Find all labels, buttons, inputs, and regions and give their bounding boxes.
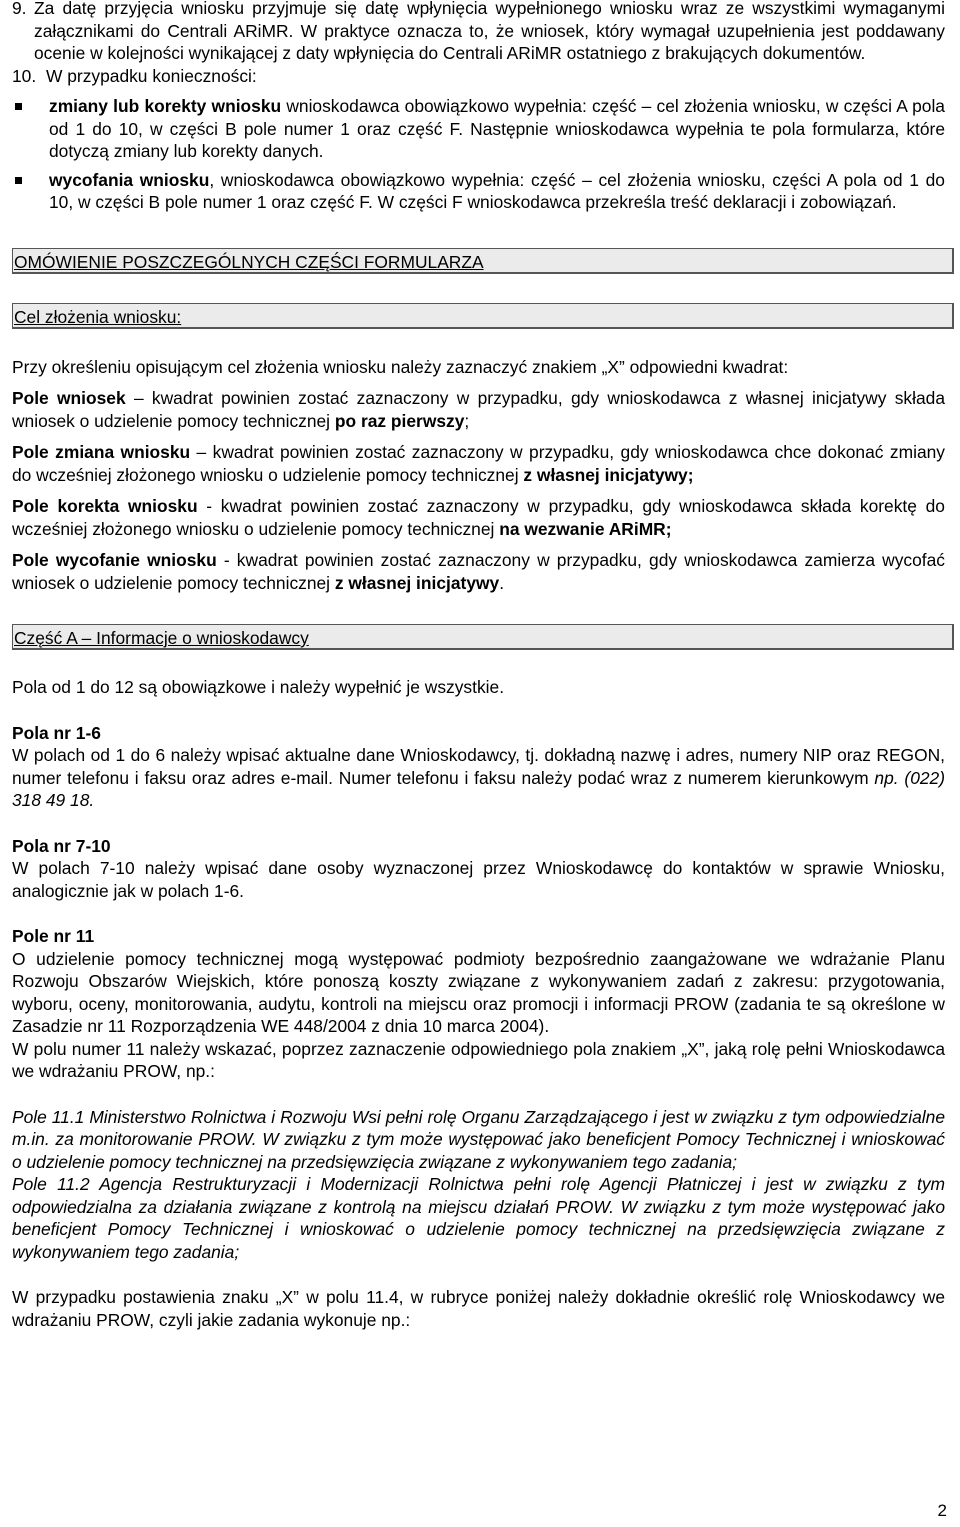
heading-fields-1-6: Pola nr 1-6 — [12, 722, 101, 743]
document-page — [12, 0, 945, 1331]
section-heading-part-a: Część A – Informacje o wnioskodawcy — [12, 624, 954, 650]
purpose-lead: Przy określeniu opisującym cel złożenia wniosku należy zaznaczyć znakiem „X” odpowiedni kwadrat: — [12, 356, 789, 377]
purpose-wycofanie: Pole wycofanie wniosku - kwadrat powinien zostać zaznaczony w przypadku, gdy wnioskodawca zamierza wycofać wniosek o udzielenie pomocy technicznej z własnej inicjatywy. — [12, 550, 945, 593]
list-item-9 — [12, 0, 945, 65]
field-11-text-1: O udzielenie pomocy technicznej mogą występować podmioty bezpośrednio zaangażowane we wdrażanie Planu Rozwoju Obszarów Wiejskich, które ponoszą koszty związane z wykonywaniem zadań z zakresu: przygotowania, wyboru, oceny, monitorowania, audytu, kontroli na miejscu oraz promocji i informacji PROW (zadania te są określone w Zasadzie nr 11 Rozporządzenia WE 448/2004 z dnia 10 marca 2004). — [12, 948, 945, 1036]
square-bullet-icon — [12, 95, 49, 163]
purpose-zmiana: Pole zmiana wniosku – kwadrat powinien zostać zaznaczony w przypadku, gdy wnioskodawca chce dokonać zmiany do wcześniej złożonego wniosku o udzielenie pomocy technicznej z własnej inicjatywy; — [12, 442, 945, 485]
heading-field-11: Pole nr 11 — [12, 926, 95, 946]
list-text: Za datę przyjęcia wniosku przyjmuje się datę wpłynięcia wypełnionego wniosku wraz ze wszystkimi wymaganymi załącznikami do Centrali ARiMR. W praktyce oznacza to, że wniosek, który wymagał uzupełnienia jest poddawany ocenie w kolejności wynikającej z daty wpłynięcia do Centrali ARiMR ostatniego z brakujących dokumentów. — [34, 0, 945, 63]
bullet-bold: wycofania wniosku — [49, 169, 210, 190]
heading-fields-7-10: Pola nr 7-10 — [12, 835, 111, 856]
section-heading-overview: OMÓWIENIE POSZCZEGÓLNYCH CZĘŚCI FORMULARZA — [12, 248, 954, 274]
field-11-example-1: Pole 11.1 Ministerstwo Rolnictwa i Rozwoju Wsi pełni rolę Organu Zarządzającego i jest w związku z tym odpowiedzialne m.in. za monitorowanie PROW. W związku z tym może występować jako beneficjent Pomocy Technicznej i wnioskować o udzielenie pomocy technicznej na przedsięwzięcia związane z wykonywaniem tego zadania; — [12, 1106, 945, 1172]
list-text: W przypadku konieczności: — [46, 65, 257, 86]
fields-7-10-text: W polach 7-10 należy wpisać dane osoby wyznaczonej przez Wnioskodawcę do kontaktów w sprawie Wniosku, analogicznie jak w polach 1-6. — [12, 858, 945, 901]
fields-1-6-text: W polach od 1 do 6 należy wpisać aktualne dane Wnioskodawcy, tj. dokładną nazwę i adres, numery NIP oraz REGON, numer telefonu i faksu oraz adres e-mail. Numer telefonu i faksu należy podać wraz z numerem kierunkowym np. (022) 318 49 18. — [12, 745, 946, 810]
bullet-text: , wnioskodawca obowiązkowo wypełnia: część – cel złożenia wniosku, części A pola od 1 do 10, w części B pole numer 1 oraz część F. W części F wnioskodawca przekreśla treść deklaracji i zobowiązań. — [49, 169, 945, 212]
field-11-example-2: Pole 11.2 Agencja Restrukturyzacji i Modernizacji Rolnictwa pełni rolę Agencji Płatniczej i jest w związku z tym odpowiedzialna za działania związane z kontrolą na miejscu działań PROW. W związku z tym może występować jako beneficjent Pomocy Technicznej i wnioskować o udzielenie pomocy technicznej na przedsięwzięcia związane z wykonywaniem tego zadania; — [12, 1174, 945, 1262]
bullet-item-change — [12, 95, 945, 163]
bullet-text: wnioskodawca obowiązkowo wypełnia: część – cel złożenia wniosku, w części A pola od 1 do 10, w części B pole numer 1 oraz część F. Następnie wnioskodawca wypełnia te pola formularza, które dotyczą zmiany lub korekty danych. — [49, 96, 945, 161]
bullet-item-withdraw — [12, 169, 945, 214]
square-bullet-icon — [12, 169, 49, 214]
page-number: 2 — [937, 1501, 947, 1520]
purpose-wniosek: Pole wniosek – kwadrat powinien zostać zaznaczony w przypadku, gdy wnioskodawca z własnej inicjatywy składa wniosek o udzielenie pomocy technicznej po raz pierwszy; — [12, 388, 945, 431]
list-item-10 — [12, 65, 945, 88]
field-11-closing: W przypadku postawienia znaku „X” w polu 11.4, w rubryce poniżej należy dokładnie określić rolę Wnioskodawcy we wdrażaniu PROW, czyli jakie zadania wykonuje np.: — [12, 1287, 945, 1330]
section-heading-purpose: Cel złożenia wniosku: — [12, 303, 954, 329]
list-number: 10. — [12, 65, 37, 86]
field-11-text-2: W polu numer 11 należy wskazać, poprzez zaznaczenie odpowiedniego pola znakiem „X”, jaką rolę pełni Wnioskodawca we wdrażaniu PROW, np.: — [12, 1038, 945, 1081]
bullet-bold: zmiany lub korekty wniosku — [49, 96, 282, 116]
part-a-lead: Pola od 1 do 12 są obowiązkowe i należy wypełnić je wszystkie. — [12, 677, 505, 697]
list-number: 9. — [12, 0, 27, 18]
purpose-korekta: Pole korekta wniosku - kwadrat powinien zostać zaznaczony w przypadku, gdy wnioskodawca składa korektę do wcześniej złożonego wniosku o udzielenie pomocy technicznej na wezwanie ARiMR; — [12, 496, 945, 539]
